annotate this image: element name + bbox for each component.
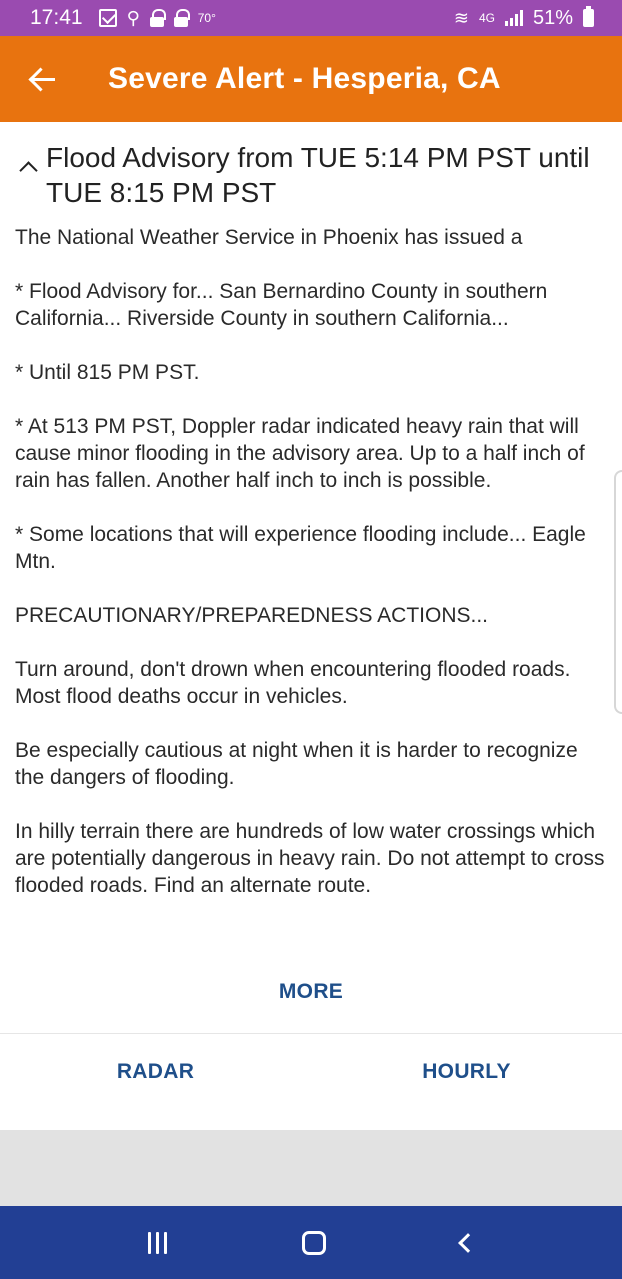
status-right [454, 7, 594, 30]
recents-button[interactable] [148, 1232, 167, 1254]
signal-icon [505, 10, 523, 26]
hourly-button[interactable]: HOURLY [422, 1060, 511, 1083]
status-time: 17:41 [30, 6, 83, 29]
alert-paragraph: Be especially cautious at night when it is harder to recognize the dangers of flooding. [15, 739, 578, 789]
page-title: Severe Alert - Hesperia, CA [108, 62, 501, 95]
chevron-up-icon[interactable] [16, 140, 44, 180]
arrow-left-icon [29, 68, 55, 90]
alert-body [0, 210, 622, 899]
alert-content[interactable] [0, 122, 622, 950]
alert-paragraph: * Flood Advisory for... San Bernardino County in southern California... Riverside County in southern California... [15, 280, 548, 330]
network-type: 4G [478, 11, 495, 25]
more-button[interactable]: MORE [278, 979, 344, 1003]
scroll-handle[interactable] [614, 470, 622, 714]
alert-paragraph: PRECAUTIONARY/PREPAREDNESS ACTIONS... [15, 604, 488, 627]
system-back-button[interactable] [458, 1233, 478, 1253]
battery-icon [583, 9, 594, 27]
alert-title: Flood Advisory from TUE 5:14 PM PST until TUE 8:15 PM PST [46, 142, 590, 208]
home-button[interactable] [302, 1231, 326, 1255]
lock-icon [150, 9, 164, 27]
alert-paragraph: * At 513 PM PST, Doppler radar indicated heavy rain that will cause minor flooding in the advisory area. Up to a half inch of rain has fallen. Another half inch to inch is possible. [15, 415, 585, 492]
actions-row [0, 1034, 622, 1130]
usb-icon: ⚲ [126, 7, 140, 28]
alert-paragraph: Turn around, don't drown when encountering flooded roads. Most flood deaths occur in vehicles. [15, 658, 571, 708]
system-nav-bar [0, 1206, 622, 1279]
mail-icon [99, 9, 117, 27]
radar-button[interactable]: RADAR [116, 1060, 195, 1083]
status-bar [0, 0, 622, 36]
back-button[interactable] [0, 36, 84, 122]
alert-header[interactable] [0, 122, 622, 210]
alert-paragraph: * Until 815 PM PST. [15, 361, 200, 384]
more-row [0, 950, 622, 1034]
status-temperature: 70° [197, 11, 216, 25]
battery-percent: 51% [532, 6, 573, 29]
status-left [30, 6, 216, 30]
ad-placeholder [0, 1130, 622, 1206]
lock-icon-2 [174, 9, 188, 27]
alert-paragraph: The National Weather Service in Phoenix has issued a [15, 226, 523, 249]
alert-paragraph: * Some locations that will experience flooding include... Eagle Mtn. [15, 523, 586, 573]
alert-paragraph: In hilly terrain there are hundreds of low water crossings which are potentially dangerous in heavy rain. Do not attempt to cross flooded roads. Find an alternate route. [15, 820, 605, 897]
wifi-icon: ≋ [453, 7, 469, 28]
app-bar [0, 36, 622, 122]
